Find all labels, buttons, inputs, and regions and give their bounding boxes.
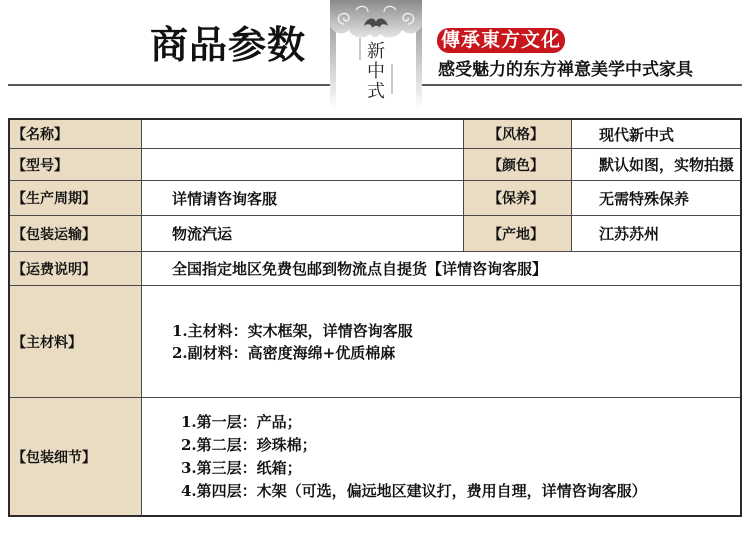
logo-char: 新 — [367, 41, 385, 62]
value-style: 现代新中式 — [572, 120, 740, 148]
label-shipping: 【运费说明】 — [10, 252, 141, 285]
packaging-line: 3.第三层：纸箱； — [181, 458, 302, 477]
materials-line: 1.主材料：实木框架，详情咨询客服 — [172, 321, 413, 340]
value-packing-transport: 物流汽运 — [142, 216, 463, 251]
logo-char: 中 — [367, 61, 385, 82]
label-color: 【颜色】 — [464, 149, 571, 180]
label-packaging: 【包装细节】 — [10, 398, 141, 515]
label-name: 【名称】 — [10, 120, 141, 148]
label-production-cycle: 【生产周期】 — [10, 181, 141, 215]
page-title: 商品参数 — [150, 22, 307, 67]
label-materials: 【主材料】 — [10, 286, 141, 397]
value-origin: 江苏苏州 — [572, 216, 740, 251]
label-style: 【风格】 — [464, 120, 571, 148]
label-maintenance: 【保养】 — [464, 181, 571, 215]
packaging-line: 1.第一层：产品； — [181, 412, 302, 431]
value-shipping: 全国指定地区免费包邮到物流点自提货【详情咨询客服】 — [142, 252, 740, 285]
label-model: 【型号】 — [10, 149, 141, 180]
value-materials — [142, 286, 740, 397]
label-packing-transport: 【包装运输】 — [10, 216, 141, 251]
brand-logo — [330, 0, 422, 110]
value-color: 默认如图，实物拍摄 — [572, 149, 740, 180]
packaging-line: 2.第二层：珍珠棉； — [181, 435, 317, 454]
packaging-line: 4.第四层：木架（可选，偏远地区建议打，费用自理，详情咨询客服） — [181, 481, 647, 500]
value-production-cycle: 详情请咨询客服 — [142, 181, 463, 215]
logo-char: 式 — [367, 81, 385, 102]
value-model — [142, 149, 463, 180]
value-maintenance: 无需特殊保养 — [572, 181, 740, 215]
header-divider-left — [8, 84, 334, 86]
header-divider-right — [418, 84, 742, 86]
params-table — [8, 118, 742, 517]
value-name — [142, 120, 463, 148]
materials-line: 2.副材料：高密度海绵+优质棉麻 — [172, 343, 396, 362]
label-origin: 【产地】 — [464, 216, 571, 251]
slogan-stamp: 傳承東方文化 — [437, 28, 565, 53]
slogan-text: 感受魅力的东方禅意美学中式家具 — [438, 60, 693, 80]
value-packaging — [142, 398, 740, 515]
